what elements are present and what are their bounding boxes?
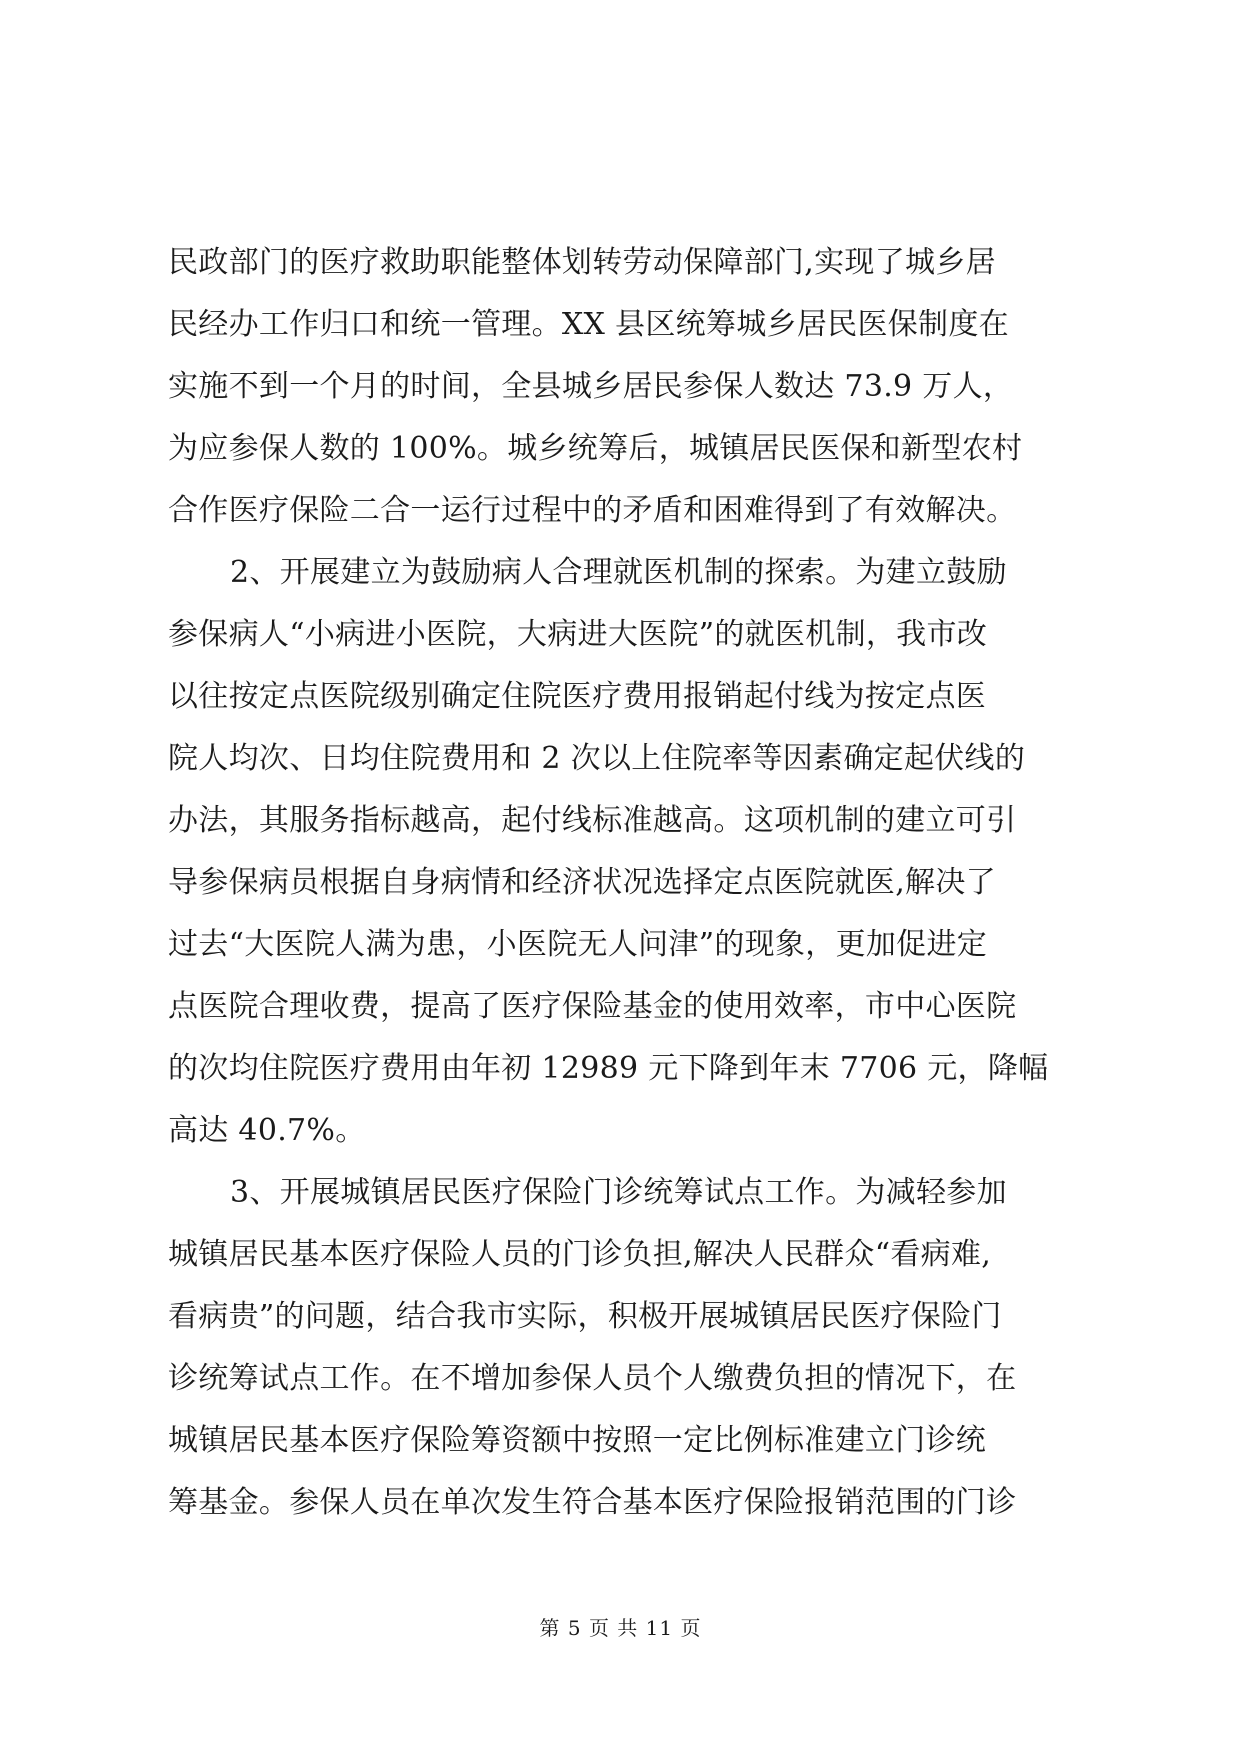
text-line: 为应参保人数的 100%。城乡统筹后，城镇居民医保和新型农村 [168, 431, 1023, 466]
text-line: 点医院合理收费，提高了医疗保险基金的使用效率，市中心医院 [168, 989, 1017, 1024]
text-line: 诊统筹试点工作。在不增加参保人员个人缴费负担的情况下，在 [168, 1361, 1017, 1396]
text-line: 筹基金。参保人员在单次发生符合基本医疗保险报销范围的门诊 [168, 1485, 1017, 1520]
text-line: 以往按定点医院级别确定住院医疗费用报销起付线为按定点医 [168, 679, 987, 714]
text-line: 过去“大医院人满为患，小医院无人问津”的现象，更加促进定 [168, 927, 988, 962]
paragraph-3-first-line: 3、开展城镇居民医疗保险门诊统筹试点工作。为减轻参加 [230, 1175, 1007, 1210]
paragraph-2-first-line: 2、开展建立为鼓励病人合理就医机制的探索。为建立鼓励 [230, 555, 1007, 590]
text-line: 的次均住院医疗费用由年初 12989 元下降到年末 7706 元，降幅 [168, 1051, 1049, 1086]
text-line: 民经办工作归口和统一管理。XX 县区统筹城乡居民医保制度在 [168, 307, 1009, 342]
body-text [168, 232, 1080, 1534]
text-line: 城镇居民基本医疗保险人员的门诊负担,解决人民群众“看病难, [168, 1237, 992, 1272]
text-line: 民政部门的医疗救助职能整体划转劳动保障部门,实现了城乡居 [168, 245, 996, 280]
text-line: 导参保病员根据自身病情和经济状况选择定点医院就医,解决了 [168, 865, 996, 900]
text-line: 城镇居民基本医疗保险筹资额中按照一定比例标准建立门诊统 [168, 1423, 987, 1458]
page-footer: 第 5 页 共 11 页 [539, 1616, 702, 1640]
text-line: 实施不到一个月的时间，全县城乡居民参保人数达 73.9 万人， [168, 369, 1014, 404]
text-line: 合作医疗保险二合一运行过程中的矛盾和困难得到了有效解决。 [168, 493, 1017, 528]
text-line: 参保病人“小病进小医院，大病进大医院”的就医机制，我市改 [168, 617, 988, 652]
text-line: 院人均次、日均住院费用和 2 次以上住院率等因素确定起伏线的 [168, 741, 1026, 776]
text-line: 办法，其服务指标越高，起付线标准越高。这项机制的建立可引 [168, 803, 1017, 838]
text-line: 高达 40.7%。 [168, 1113, 366, 1148]
text-line: 看病贵”的问题，结合我市实际，积极开展城镇居民医疗保险门 [168, 1299, 1002, 1334]
